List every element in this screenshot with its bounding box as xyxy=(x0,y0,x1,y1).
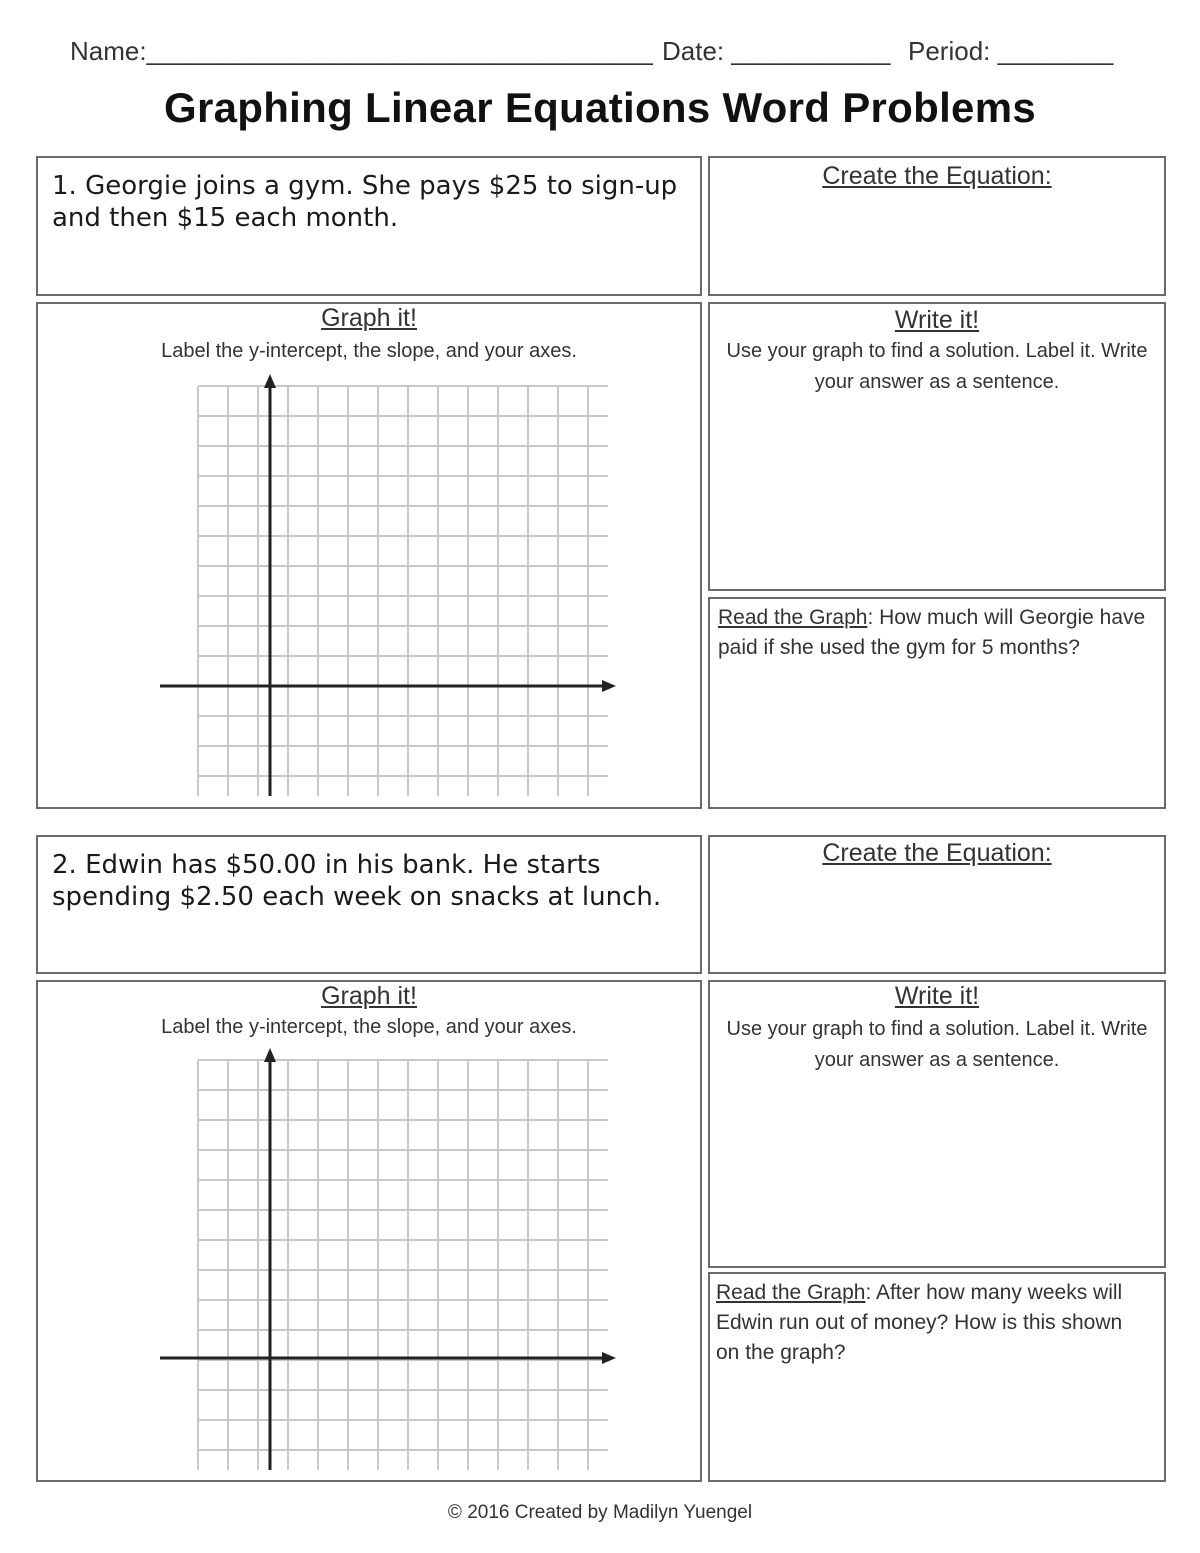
problem-2-coordinate-grid[interactable] xyxy=(158,1046,628,1476)
y-axis-arrow-icon xyxy=(264,1048,276,1062)
problem-1-coordinate-grid[interactable] xyxy=(158,372,628,802)
problem-1-box xyxy=(36,156,702,296)
write-instruction: Use your graph to find a solution. Label it. Write your answer as a sentence. xyxy=(726,1018,1148,1071)
problem-1-graph-box xyxy=(36,302,702,809)
problem-1-write-box[interactable] xyxy=(708,302,1166,591)
date-field[interactable]: Date: ___________ xyxy=(662,36,891,66)
problem-2-box xyxy=(36,835,702,974)
read-the-graph-label: Read the Graph xyxy=(716,1281,866,1304)
x-axis-arrow-icon xyxy=(602,1352,616,1364)
grid-lines xyxy=(198,386,608,796)
graph-heading: Graph it! xyxy=(321,982,417,1010)
problem-1-equation-box[interactable] xyxy=(708,156,1166,296)
problem-2-graph-box xyxy=(36,980,702,1482)
x-axis-arrow-icon xyxy=(602,680,616,692)
page-title: Graphing Linear Equations Word Problems xyxy=(163,84,1037,131)
write-instruction: Use your graph to find a solution. Label it. Write your answer as a sentence. xyxy=(726,340,1148,393)
write-heading: Write it! xyxy=(894,982,980,1010)
read-question-text: : After how many weeks will Edwin run out of money? How is this shown on the graph? xyxy=(716,1281,1123,1364)
problem-1-text: 1. Georgie joins a gym. She pays $25 to sign-up and then $15 each month. xyxy=(52,171,678,233)
read-the-graph-question xyxy=(716,1278,1150,1368)
write-heading: Write it! xyxy=(894,306,980,334)
y-axis-arrow-icon xyxy=(264,374,276,388)
read-question-text: : How much will Georgie have paid if she used the gym for 5 months? xyxy=(718,606,1146,659)
name-field[interactable]: Name:___________________________________ xyxy=(70,36,653,66)
y-axis xyxy=(264,374,276,796)
read-the-graph-label: Read the Graph xyxy=(718,606,868,629)
problem-2-write-box[interactable] xyxy=(708,980,1166,1268)
graph-instruction: Label the y-intercept, the slope, and your axes. xyxy=(161,1016,577,1038)
copyright-footer: © 2016 Created by Madilyn Yuengel xyxy=(447,1502,753,1523)
problem-2-equation-box[interactable] xyxy=(708,835,1166,974)
problem-2-read-box[interactable] xyxy=(708,1272,1166,1482)
y-axis xyxy=(264,1048,276,1470)
period-field[interactable]: Period: ________ xyxy=(908,36,1114,66)
graph-heading: Graph it! xyxy=(321,304,417,332)
equation-heading: Create the Equation: xyxy=(822,839,1052,867)
problem-2-text: 2. Edwin has $50.00 in his bank. He starts spending $2.50 each week on snacks at lunch. xyxy=(52,850,662,912)
problem-1-read-box[interactable] xyxy=(708,597,1166,809)
grid-lines xyxy=(198,1060,608,1470)
graph-instruction: Label the y-intercept, the slope, and your axes. xyxy=(161,340,577,362)
read-the-graph-question xyxy=(718,603,1150,663)
header-fields xyxy=(70,36,1130,72)
equation-heading: Create the Equation: xyxy=(822,162,1052,190)
